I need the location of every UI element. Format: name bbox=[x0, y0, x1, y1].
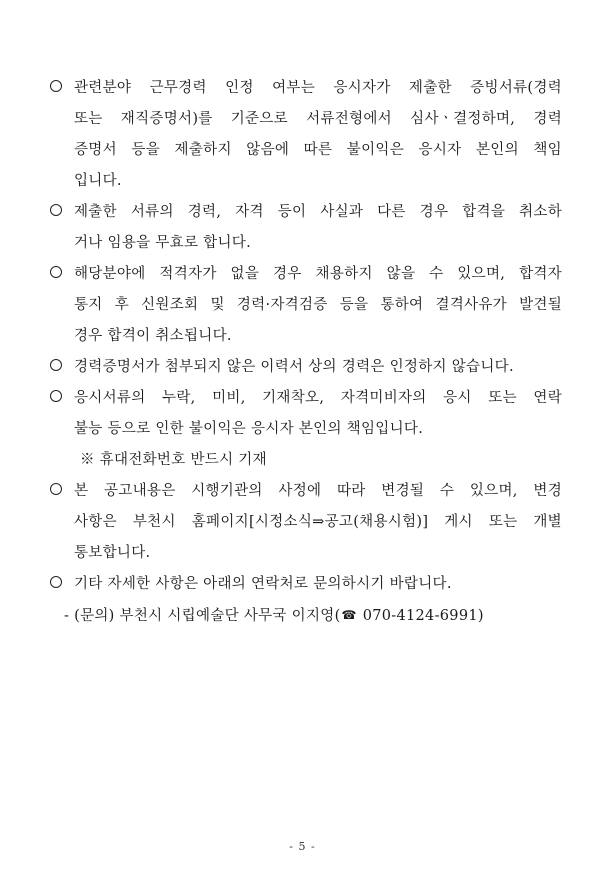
text-line: 경우 합격이 취소됩니다. bbox=[74, 328, 232, 344]
page-number: - 5 - bbox=[289, 840, 316, 853]
text-line: 거나 임용을 무효로 합니다. bbox=[74, 235, 252, 251]
text-line: 사항은 부천시 홈페이지[시정소식⇒공고(채용시험)] 게시 또는 개별 bbox=[74, 514, 562, 530]
text-line: 증명서 등을 제출하지 않음에 따른 불이익은 응시자 본인의 책임 bbox=[74, 142, 562, 158]
text-line: 입니다. bbox=[74, 173, 122, 189]
text-line: 관련분야 근무경력 인정 여부는 응시자가 제출한 증빙서류(경력 bbox=[74, 80, 562, 96]
text-line: 제출한 서류의 경력, 자격 등이 사실과 다른 경우 합격을 취소하 bbox=[74, 204, 562, 220]
contact-line bbox=[50, 600, 562, 631]
list-item bbox=[50, 476, 562, 569]
text-line: 통지 후 신원조회 및 경력·자격검증 등을 통하여 결격사유가 발견될 bbox=[74, 297, 562, 313]
notice-list bbox=[50, 73, 562, 631]
list-item bbox=[50, 383, 562, 445]
phone-note bbox=[50, 445, 562, 476]
text-line: 불능 등으로 인한 불이익은 응시자 본인의 책임입니다. bbox=[74, 421, 424, 437]
text-line: 경력증명서가 첨부되지 않은 이력서 상의 경력은 인정하지 않습니다. bbox=[74, 359, 514, 375]
text-line: 기타 자세한 사항은 아래의 연락처로 문의하시기 바랍니다. bbox=[74, 576, 452, 592]
list-item bbox=[50, 197, 562, 259]
note-text: ※ 휴대전화번호 반드시 기재 bbox=[80, 452, 267, 468]
text-line: 본 공고내용은 시행기관의 사정에 따라 변경될 수 있으며, 변경 bbox=[74, 483, 562, 499]
circle-bullet-icon bbox=[50, 204, 62, 216]
circle-bullet-icon bbox=[50, 266, 62, 278]
text-line: 해당분야에 적격자가 없을 경우 채용하지 않을 수 있으며, 합격자 bbox=[74, 266, 562, 282]
contact-prefix: - (문의) 부천시 시립예술단 사무국 이지영( bbox=[64, 608, 341, 624]
list-item bbox=[50, 259, 562, 352]
circle-bullet-icon bbox=[50, 390, 62, 402]
list-item bbox=[50, 352, 562, 383]
list-item bbox=[50, 569, 562, 600]
contact-phone: 070-4124-6991) bbox=[357, 608, 484, 624]
circle-bullet-icon bbox=[50, 80, 62, 92]
text-line: 또는 재직증명서)를 기준으로 서류전형에서 심사ㆍ결정하며, 경력 bbox=[74, 111, 562, 127]
list-item bbox=[50, 73, 562, 197]
text-line: 통보합니다. bbox=[74, 545, 151, 561]
circle-bullet-icon bbox=[50, 359, 62, 371]
circle-bullet-icon bbox=[50, 576, 62, 588]
text-line: 응시서류의 누락, 미비, 기재착오, 자격미비자의 응시 또는 연락 bbox=[74, 390, 562, 406]
phone-icon: ☎ bbox=[341, 608, 357, 622]
circle-bullet-icon bbox=[50, 483, 62, 495]
